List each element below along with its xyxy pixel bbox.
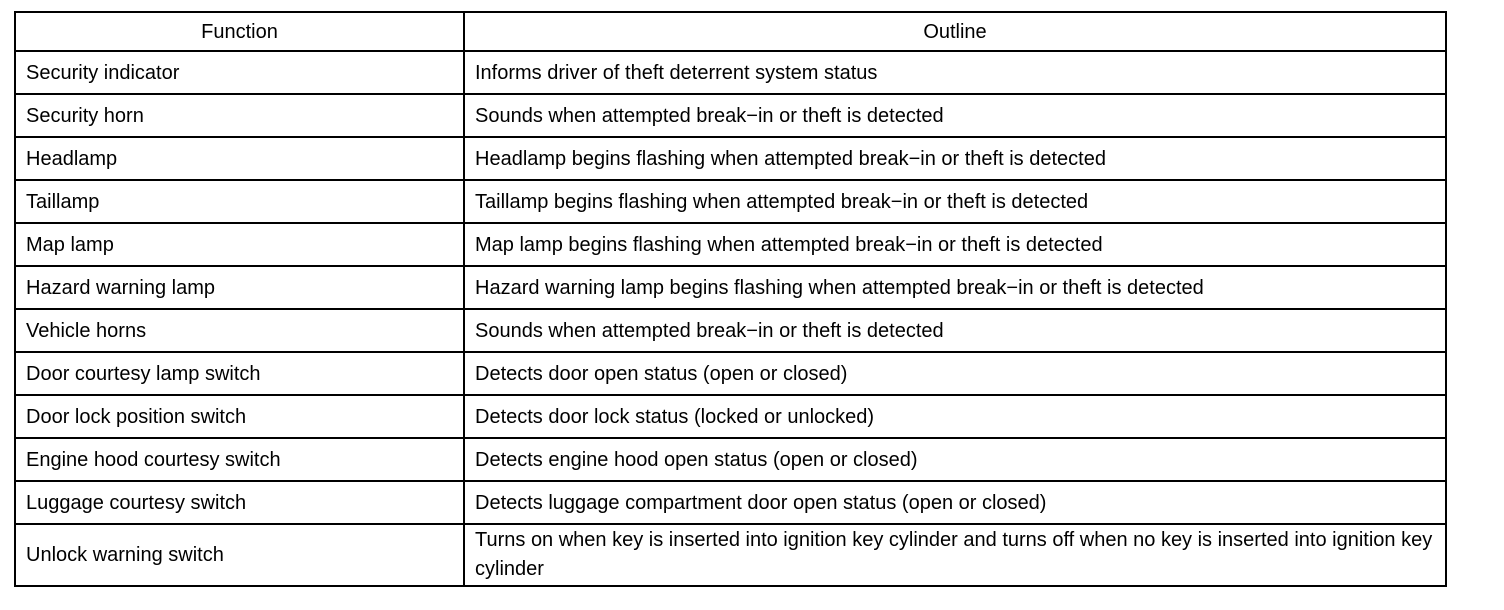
function-cell: Door courtesy lamp switch [15, 352, 464, 395]
outline-cell: Taillamp begins flashing when attempted break−in or theft is detected [464, 180, 1446, 223]
function-cell: Taillamp [15, 180, 464, 223]
table-header-row [15, 12, 1446, 51]
outline-cell: Detects door lock status (locked or unlocked) [464, 395, 1446, 438]
table-row [15, 481, 1446, 524]
table-row [15, 137, 1446, 180]
outline-cell: Hazard warning lamp begins flashing when attempted break−in or theft is detected [464, 266, 1446, 309]
table-row [15, 352, 1446, 395]
function-cell: Luggage courtesy switch [15, 481, 464, 524]
function-cell: Security horn [15, 94, 464, 137]
function-cell: Door lock position switch [15, 395, 464, 438]
outline-cell: Detects engine hood open status (open or closed) [464, 438, 1446, 481]
table-row [15, 180, 1446, 223]
table-row [15, 524, 1446, 586]
table-row [15, 395, 1446, 438]
function-cell: Headlamp [15, 137, 464, 180]
function-cell: Security indicator [15, 51, 464, 94]
function-cell: Hazard warning lamp [15, 266, 464, 309]
function-cell: Vehicle horns [15, 309, 464, 352]
header-outline: Outline [464, 12, 1446, 51]
table-row [15, 223, 1446, 266]
function-cell: Unlock warning switch [15, 524, 464, 586]
function-cell: Map lamp [15, 223, 464, 266]
table-row [15, 94, 1446, 137]
outline-cell: Headlamp begins flashing when attempted break−in or theft is detected [464, 137, 1446, 180]
outline-cell: Informs driver of theft deterrent system status [464, 51, 1446, 94]
outline-cell: Turns on when key is inserted into ignition key cylinder and turns off when no key is inserted into ignition key cylinder [464, 524, 1446, 586]
table-row [15, 266, 1446, 309]
table-row [15, 51, 1446, 94]
function-outline-table [14, 11, 1447, 587]
outline-cell: Detects door open status (open or closed) [464, 352, 1446, 395]
table-row [15, 309, 1446, 352]
table-row [15, 438, 1446, 481]
outline-cell: Sounds when attempted break−in or theft is detected [464, 94, 1446, 137]
outline-cell: Sounds when attempted break−in or theft is detected [464, 309, 1446, 352]
function-cell: Engine hood courtesy switch [15, 438, 464, 481]
header-function: Function [15, 12, 464, 51]
outline-cell: Map lamp begins flashing when attempted break−in or theft is detected [464, 223, 1446, 266]
outline-cell: Detects luggage compartment door open status (open or closed) [464, 481, 1446, 524]
